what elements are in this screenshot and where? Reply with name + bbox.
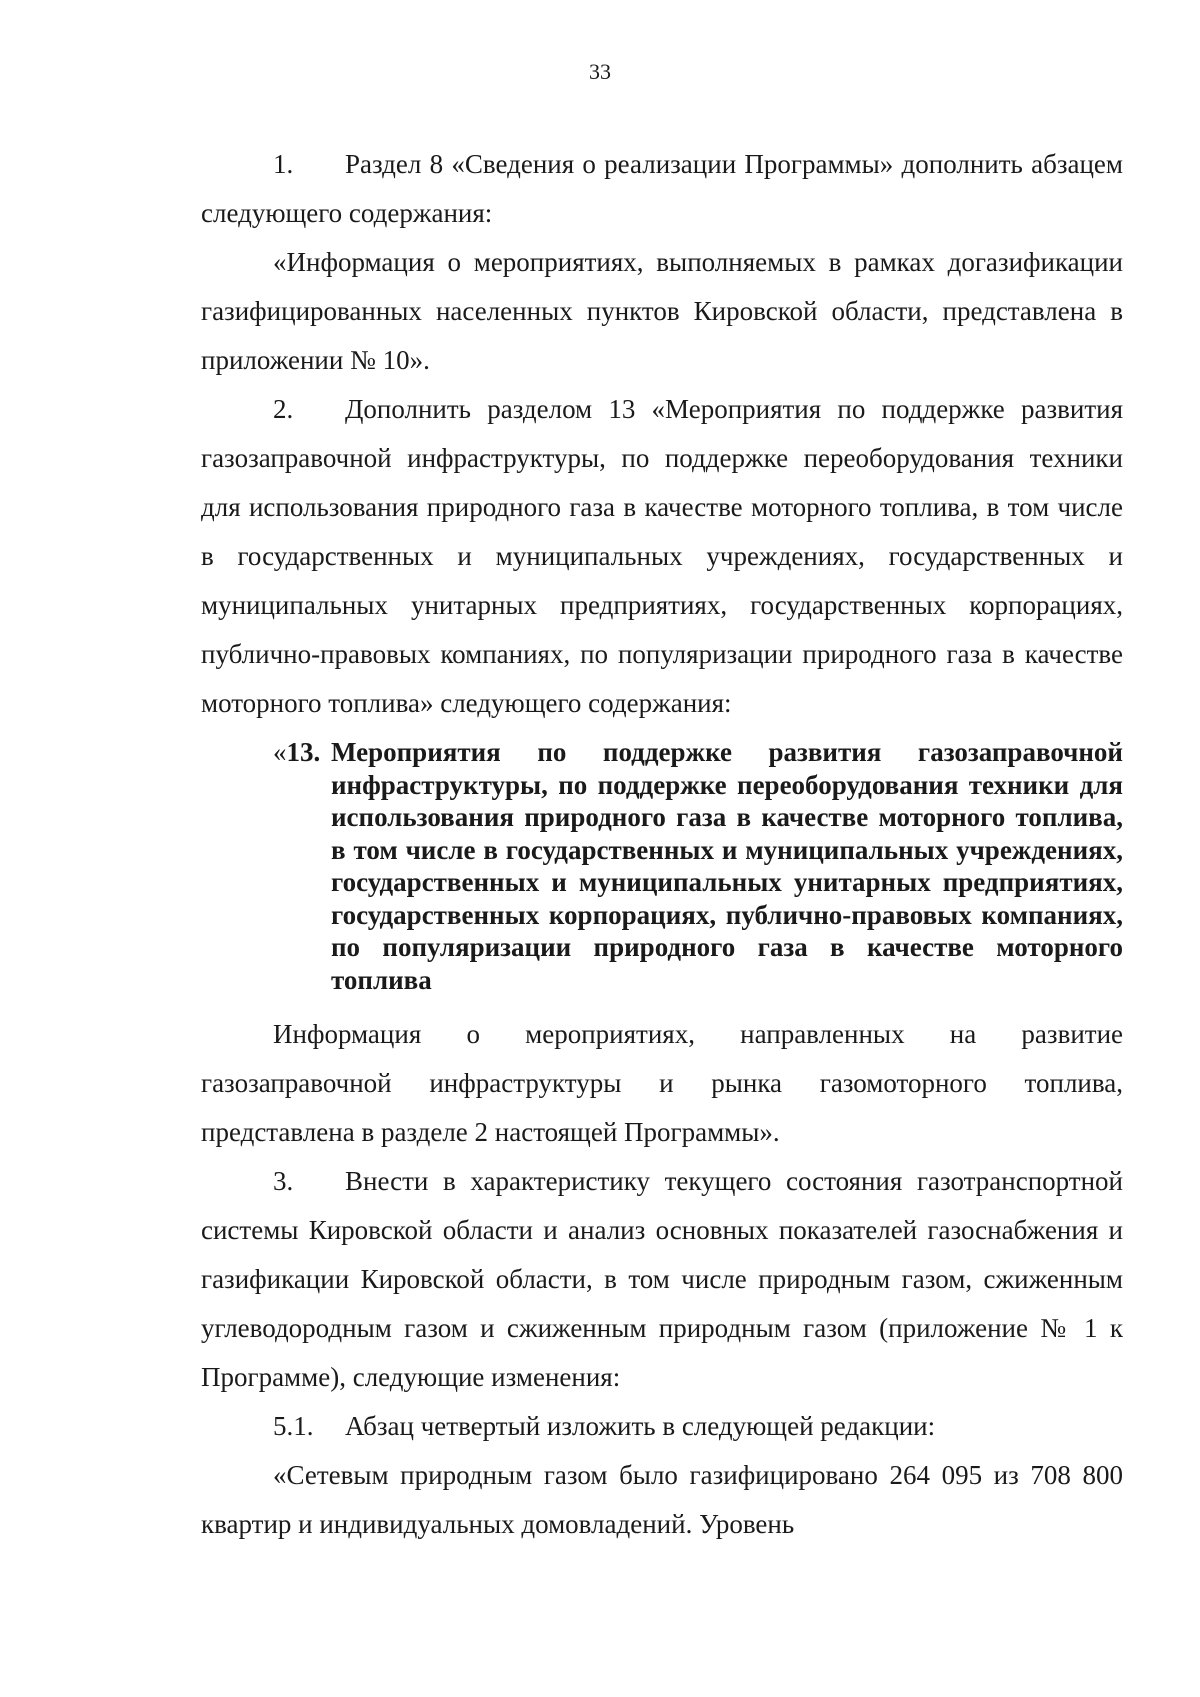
paragraph-text: Дополнить разделом 13 «Мероприятия по поддержке развития газозаправочной инфраструктуры, по поддержке переоборудования техники для использования природного газа в качестве моторного топлива, в том числе в государственных и муниципальных учреждениях, государственных и муниципальных унитарных предприятиях, государственных корпорациях, публично-правовых компаниях, по популяризации природного газа в качестве моторного топлива» следующего содержания: bbox=[201, 394, 1123, 718]
quoted-paragraph bbox=[201, 238, 1123, 385]
paragraph-text: Информация о мероприятиях, направленных на развитие газозаправочной инфраструктуры и рынка газомоторного топлива, представлена в разделе 2 настоящей Программы». bbox=[201, 1019, 1123, 1147]
item-number: 5.1. bbox=[273, 1411, 314, 1441]
quoted-paragraph bbox=[201, 1451, 1123, 1549]
page-number: 33 bbox=[589, 59, 611, 84]
paragraph-item-1 bbox=[201, 140, 1123, 238]
section-title: Мероприятия по поддержке развития газозаправочной инфраструктуры, по поддержке переоборудования техники для использования природного газа в качестве моторного топлива, в том числе в государственных и муниципальных учреждениях, государственных и муниципальных унитарных предприятиях, государственных корпорациях, публично-правовых компаниях, по популяризации природного газа в качестве моторного топлива bbox=[331, 737, 1123, 995]
paragraph-text: «Информация о мероприятиях, выполняемых в рамках догазификации газифицированных населенных пунктов Кировской области, представлена в приложении № 10». bbox=[201, 247, 1123, 375]
section-heading bbox=[273, 736, 1123, 996]
paragraph-item-2 bbox=[201, 385, 1123, 728]
item-number: 1. bbox=[273, 149, 294, 179]
item-number: 3. bbox=[273, 1166, 294, 1196]
paragraph-item-3 bbox=[201, 1157, 1123, 1402]
paragraph-text: Абзац четвертый изложить в следующей редакции: bbox=[345, 1411, 936, 1441]
paragraph-text: «Сетевым природным газом было газифицировано 264 095 из 708 800 квартир и индивидуальных домовладений. Уровень bbox=[201, 1460, 1123, 1539]
opening-quote: « bbox=[273, 737, 287, 767]
item-number: 2. bbox=[273, 394, 294, 424]
document-body bbox=[201, 140, 1123, 1549]
paragraph-text: Внести в характеристику текущего состояния газотранспортной системы Кировской области и анализ основных показателей газоснабжения и газификации Кировской области, в том числе природным газом, сжиженным углеводородным газом и сжиженным природным газом (приложение № 1 к Программе), следующие изменения: bbox=[201, 1166, 1123, 1392]
paragraph bbox=[201, 1010, 1123, 1157]
section-number-text: 13. bbox=[286, 737, 321, 767]
paragraph-text: Раздел 8 «Сведения о реализации Программы» дополнить абзацем следующего содержания: bbox=[201, 149, 1123, 228]
section-number bbox=[273, 736, 331, 996]
paragraph-item-5-1 bbox=[201, 1402, 1123, 1451]
